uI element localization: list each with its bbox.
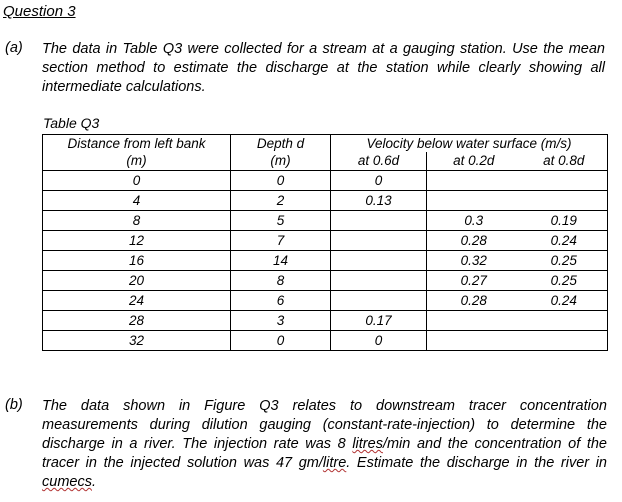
cell-velocity-02d — [427, 311, 521, 331]
table-row — [43, 291, 608, 311]
table-row — [43, 311, 608, 331]
data-table — [42, 134, 608, 351]
cell-depth: 0 — [231, 171, 331, 191]
cell-velocity-06d: 0.13 — [331, 191, 427, 211]
cell-velocity-06d — [331, 271, 427, 291]
cell-velocity-02d — [427, 331, 521, 351]
header-depth: Depth d — [231, 135, 331, 153]
cell-velocity-02d: 0.28 — [427, 231, 521, 251]
cell-velocity-08d: 0.24 — [521, 291, 608, 311]
cell-depth: 7 — [231, 231, 331, 251]
cell-depth: 0 — [231, 331, 331, 351]
cell-depth: 14 — [231, 251, 331, 271]
cell-depth: 2 — [231, 191, 331, 211]
cell-velocity-02d: 0.32 — [427, 251, 521, 271]
header-distance: Distance from left bank — [43, 135, 231, 153]
cell-velocity-06d: 0.17 — [331, 311, 427, 331]
cell-distance: 0 — [43, 171, 231, 191]
cell-distance: 20 — [43, 271, 231, 291]
cell-velocity-02d — [427, 191, 521, 211]
table-row — [43, 171, 608, 191]
table-row — [43, 191, 608, 211]
cell-distance: 12 — [43, 231, 231, 251]
cell-depth: 3 — [231, 311, 331, 331]
cell-distance: 32 — [43, 331, 231, 351]
cell-velocity-06d — [331, 251, 427, 271]
question-title: Question 3 — [3, 3, 76, 20]
cell-depth: 8 — [231, 271, 331, 291]
header-depth-unit: (m) — [231, 152, 331, 171]
cell-velocity-08d: 0.24 — [521, 231, 608, 251]
word-litres: litres — [352, 436, 383, 452]
header-distance-unit: (m) — [43, 152, 231, 171]
part-a-label: (a) — [5, 40, 23, 56]
cell-velocity-02d: 0.27 — [427, 271, 521, 291]
cell-depth: 6 — [231, 291, 331, 311]
header-velocity-06d: at 0.6d — [331, 152, 427, 171]
part-b-label: (b) — [5, 397, 23, 413]
table-caption: Table Q3 — [43, 115, 100, 131]
word-cumecs: cumecs — [42, 474, 92, 490]
word-litre: litre — [322, 455, 347, 471]
cell-velocity-08d: 0.19 — [521, 211, 608, 231]
cell-velocity-02d — [427, 171, 521, 191]
cell-velocity-06d — [331, 231, 427, 251]
header-velocity-08d: at 0.8d — [521, 152, 608, 171]
cell-distance: 16 — [43, 251, 231, 271]
cell-distance: 24 — [43, 291, 231, 311]
cell-velocity-06d: 0 — [331, 171, 427, 191]
part-b-text-4: . — [91, 474, 96, 490]
cell-velocity-06d: 0 — [331, 331, 427, 351]
cell-velocity-08d — [521, 331, 608, 351]
cell-distance: 28 — [43, 311, 231, 331]
part-b-text-1: The data shown in Figure Q3 relates to downstream tracer concentration measurements during dilution gauging (constant-rate-injection) to determine the discharge in a river. The injection rate was 8 — [42, 398, 607, 452]
cell-velocity-08d: 0.25 — [521, 271, 608, 291]
cell-velocity-02d: 0.28 — [427, 291, 521, 311]
part-a-text: The data in Table Q3 were collected for a stream at a gauging station. Use the mean section method to estimate the discharge at the station while clearly showing all intermediate calculations. — [42, 41, 605, 95]
table-row — [43, 331, 608, 351]
part-b-text-3: . Estimate the discharge in the river in — [346, 455, 607, 471]
cell-velocity-06d — [331, 211, 427, 231]
cell-depth: 5 — [231, 211, 331, 231]
table-row — [43, 211, 608, 231]
cell-velocity-08d — [521, 311, 608, 331]
header-velocity-02d: at 0.2d — [427, 152, 521, 171]
table-row — [43, 271, 608, 291]
table-row — [43, 251, 608, 271]
table-row — [43, 231, 608, 251]
part-b-text-2: /min and the concentration of the tracer in the injected solution was 47 gm/ — [42, 436, 607, 471]
cell-velocity-08d — [521, 191, 608, 211]
cell-velocity-02d: 0.3 — [427, 211, 521, 231]
cell-velocity-08d — [521, 171, 608, 191]
cell-distance: 8 — [43, 211, 231, 231]
cell-velocity-06d — [331, 291, 427, 311]
cell-velocity-08d: 0.25 — [521, 251, 608, 271]
cell-distance: 4 — [43, 191, 231, 211]
part-b-text — [42, 397, 607, 492]
header-velocity: Velocity below water surface (m/s) — [331, 135, 608, 153]
table-body — [43, 171, 608, 351]
